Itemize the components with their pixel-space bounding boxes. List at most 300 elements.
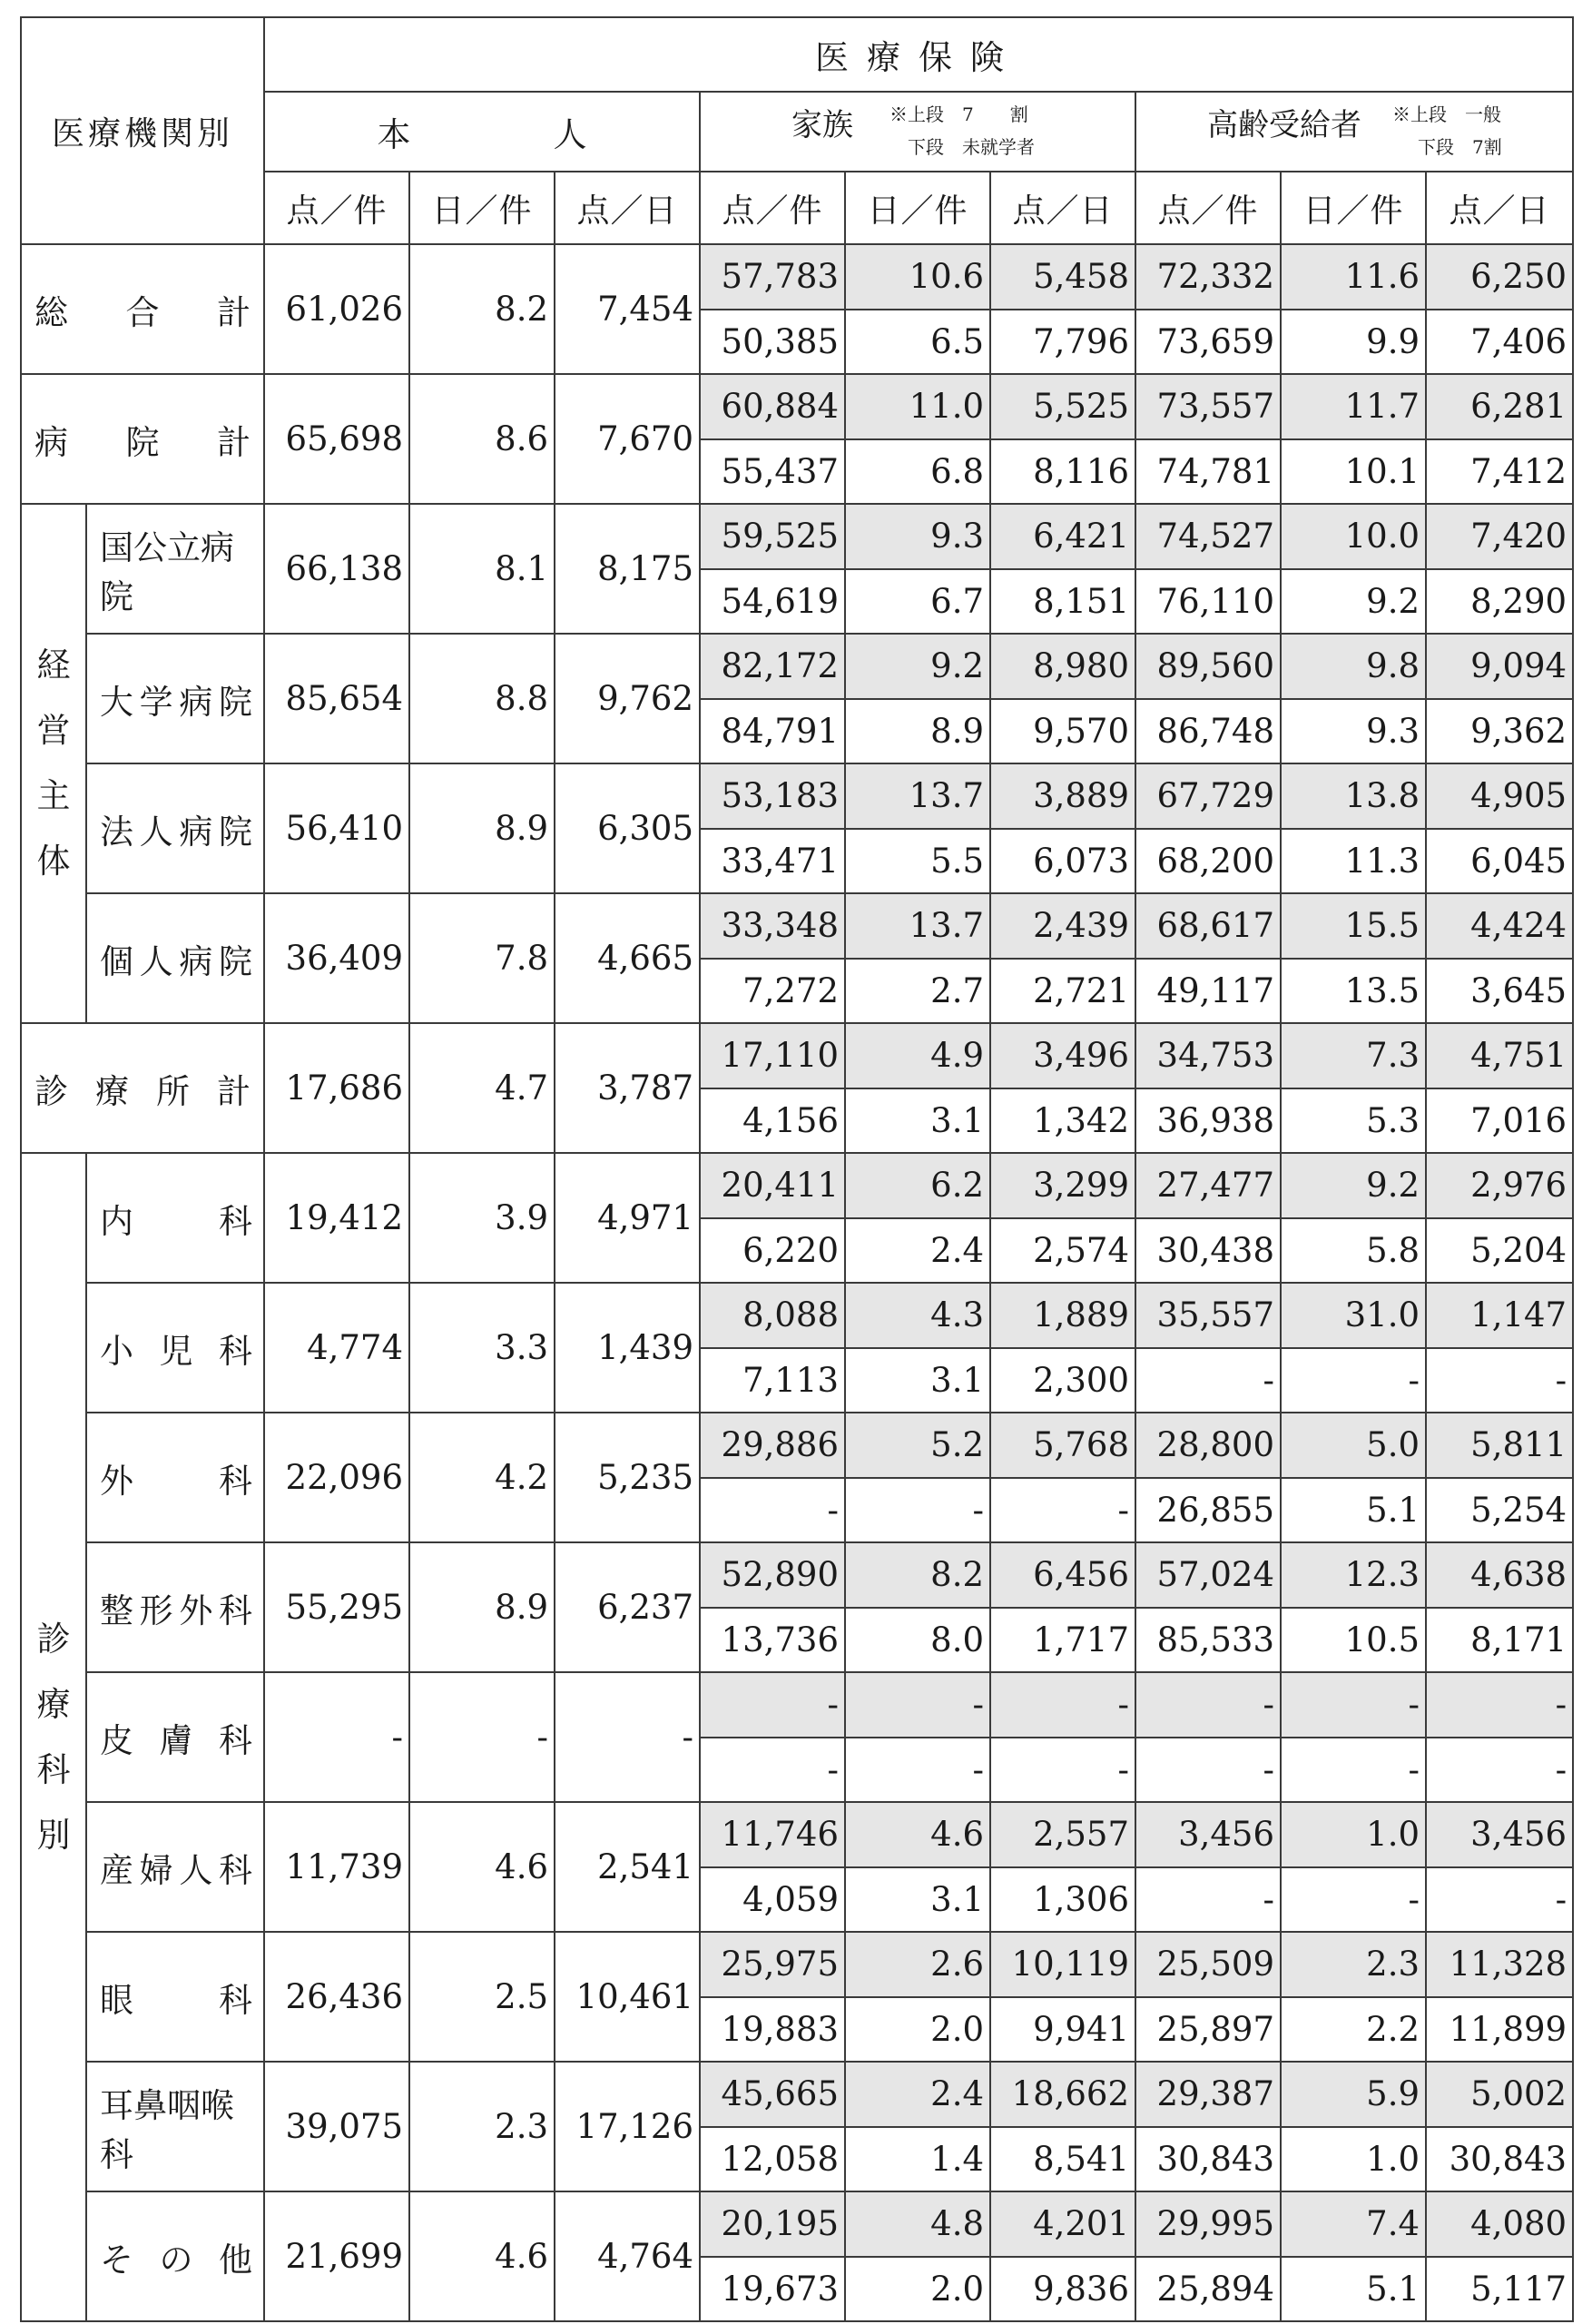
upper-value: 11,328 [1426,1932,1573,1997]
lower-value: 74,781 [1135,439,1281,505]
table-row [21,763,1573,829]
table-row [21,893,1573,959]
honnin-value: 1,439 [555,1283,700,1413]
honnin-value: 3,787 [555,1023,700,1153]
lower-value: 10.5 [1281,1608,1426,1673]
lower-value: - [1135,1867,1281,1933]
upper-value: 6,421 [990,504,1135,569]
upper-value: 3,456 [1135,1802,1281,1867]
table-row [21,1932,1573,1997]
group-kazoku-note-1: ※上段 7 割 [889,103,1028,125]
honnin-value: 8.9 [409,763,555,893]
lower-value: 25,894 [1135,2257,1281,2322]
upper-value: 4.6 [845,1802,990,1867]
upper-value: 20,411 [700,1153,845,1218]
row-label-char: 科 [219,1980,253,2020]
upper-value: - [990,1672,1135,1738]
lower-value: 6.5 [845,310,990,375]
row-label [86,1672,264,1802]
honnin-value: 56,410 [264,763,409,893]
row-label-char: 計 [217,1071,251,1111]
lower-value: 30,438 [1135,1218,1281,1284]
lower-value: 6,220 [700,1218,845,1284]
category-shinryo-char: 診 [36,1619,71,1659]
lower-value: 25,897 [1135,1997,1281,2063]
row-label-char: 科 [219,1331,252,1371]
unit-header: 日／件 [1281,172,1426,244]
category-shinryo-char: 療 [36,1684,71,1724]
honnin-value: - [409,1672,555,1802]
row-label-char: 児 [159,1331,193,1371]
row-label [86,2191,264,2321]
upper-value: 4,905 [1426,763,1573,829]
honnin-value: 2.3 [409,2062,555,2191]
lower-value: 7,412 [1426,439,1573,505]
honnin-value: 17,686 [264,1023,409,1153]
honnin-value: 7.8 [409,893,555,1023]
row-label-char: 大 [100,682,133,722]
upper-value: 10,119 [990,1932,1135,1997]
upper-value: 11.0 [845,374,990,439]
upper-value: 82,172 [700,634,845,699]
category-keiei [21,504,86,1023]
lower-value: 8,541 [990,2127,1135,2192]
lower-value: 33,471 [700,829,845,894]
lower-value: 7,272 [700,959,845,1024]
row-label [21,374,264,504]
lower-value: 8,290 [1426,569,1573,635]
upper-value: - [1426,1672,1573,1738]
lower-value: 6,045 [1426,829,1573,894]
group-koureisha-name: 高齢受給者 [1207,107,1362,143]
lower-value: 2,721 [990,959,1135,1024]
honnin-value: 55,295 [264,1542,409,1672]
honnin-value: 6,237 [555,1542,700,1672]
row-label-char: 院 [219,941,253,981]
upper-value: 13.8 [1281,763,1426,829]
row-label-char: 総 [34,292,68,332]
lower-value: 7,113 [700,1348,845,1413]
row-label [21,1023,264,1153]
upper-value: 11,746 [700,1802,845,1867]
honnin-value: 19,412 [264,1153,409,1283]
upper-value: 33,348 [700,893,845,959]
upper-value: 4,201 [990,2191,1135,2257]
row-label-char: 科 [219,1201,253,1241]
upper-value: 10.6 [845,244,990,310]
unit-header: 点／件 [264,172,409,244]
row-label-char: 院 [219,682,253,722]
lower-value: 55,437 [700,439,845,505]
upper-value: 12.3 [1281,1542,1426,1608]
upper-value: 4.3 [845,1283,990,1348]
lower-value: 11,899 [1426,1997,1573,2063]
row-label [86,2062,264,2191]
lower-value: 8,171 [1426,1608,1573,1673]
row-label-char: 個 [100,941,133,981]
lower-value: 2.7 [845,959,990,1024]
lower-value: 5,204 [1426,1218,1573,1284]
lower-value: - [1426,1348,1573,1413]
upper-value: 5,768 [990,1413,1135,1478]
lower-value: 1,342 [990,1088,1135,1154]
unit-header: 日／件 [845,172,990,244]
table-row [21,374,1573,439]
upper-value: 4,751 [1426,1023,1573,1088]
honnin-value: 4,971 [555,1153,700,1283]
lower-value: - [1135,1738,1281,1803]
unit-header: 点／件 [1135,172,1281,244]
group-kazoku-note-2: 下段 未就学者 [908,136,1036,158]
upper-value: 1,889 [990,1283,1135,1348]
upper-value: 13.7 [845,763,990,829]
upper-value: 20,195 [700,2191,845,2257]
lower-value: 30,843 [1135,2127,1281,2192]
corner-header: 医療機関別 [21,17,264,244]
row-label-char: 膚 [159,1720,193,1760]
lower-value: 7,016 [1426,1088,1573,1154]
upper-value: - [1135,1672,1281,1738]
lower-value: 76,110 [1135,569,1281,635]
group-koureisha [1135,92,1573,172]
honnin-value: 85,654 [264,634,409,763]
honnin-value: 4,774 [264,1283,409,1413]
row-label-char: 人 [179,1850,213,1890]
row-label [86,763,264,893]
upper-value: 5.2 [845,1413,990,1478]
row-label-char: 皮 [100,1720,133,1760]
row-label-char: 人 [139,812,173,852]
upper-value: 59,525 [700,504,845,569]
lower-value: 3.1 [845,1867,990,1933]
row-label-char: 院 [219,812,253,852]
table-row [21,1802,1573,1867]
upper-value: 53,183 [700,763,845,829]
row-label-char: 外 [179,1590,213,1630]
lower-value: 7,406 [1426,310,1573,375]
lower-value: 19,673 [700,2257,845,2322]
lower-value: 30,843 [1426,2127,1573,2192]
upper-value: 11.7 [1281,374,1426,439]
upper-value: 3,299 [990,1153,1135,1218]
upper-value: 13.7 [845,893,990,959]
lower-value: 8,151 [990,569,1135,635]
table-row [21,244,1573,310]
upper-value: 60,884 [700,374,845,439]
group-kazoku-name: 家族 [791,107,854,143]
upper-value: - [700,1672,845,1738]
group-kazoku [700,92,1135,172]
honnin-value: 7,454 [555,244,700,374]
row-label-char: 病 [179,941,213,981]
row-label-char: 整 [100,1590,133,1630]
row-label [86,634,264,763]
row-label-char: 形 [139,1590,173,1630]
lower-value: 5.1 [1281,1478,1426,1543]
lower-value: 5,117 [1426,2257,1573,2322]
lower-value: - [700,1738,845,1803]
category-keiei-char: 体 [36,842,71,881]
table-row [21,634,1573,699]
lower-value: - [1426,1738,1573,1803]
lower-value: 1,717 [990,1608,1135,1673]
upper-value: 2,976 [1426,1153,1573,1218]
upper-value: 57,024 [1135,1542,1281,1608]
table-row [21,2062,1573,2127]
upper-value: 5,525 [990,374,1135,439]
lower-value: 49,117 [1135,959,1281,1024]
row-label-char: 合 [125,292,160,332]
honnin-value: 4.2 [409,1413,555,1542]
row-label-char: そ [100,2240,133,2280]
upper-value: 6.2 [845,1153,990,1218]
unit-header: 点／日 [555,172,700,244]
lower-value: 9,362 [1426,699,1573,764]
table-row [21,1672,1573,1738]
lower-value: 36,938 [1135,1088,1281,1154]
lower-value: 5.8 [1281,1218,1426,1284]
upper-value: 9.2 [1281,1153,1426,1218]
category-shinryo-char: 別 [36,1815,71,1855]
lower-value: 86,748 [1135,699,1281,764]
upper-value: 4,080 [1426,2191,1573,2257]
upper-value: 72,332 [1135,244,1281,310]
table-row [21,1153,1573,1218]
lower-value: 9,941 [990,1997,1135,2063]
upper-value: 5.9 [1281,2062,1426,2127]
row-label [86,1283,264,1413]
lower-value: 8.9 [845,699,990,764]
row-label-char: 内 [100,1201,133,1241]
upper-value: 2.3 [1281,1932,1426,1997]
honnin-value: 6,305 [555,763,700,893]
row-label [86,1153,264,1283]
honnin-value: 9,762 [555,634,700,763]
row-label-char: 人 [139,941,173,981]
upper-value: 2.4 [845,2062,990,2127]
lower-value: - [1135,1348,1281,1413]
upper-value: 25,975 [700,1932,845,1997]
group-koureisha-note-2: 下段 7割 [1418,136,1502,158]
upper-value: 7.3 [1281,1023,1426,1088]
honnin-value: 39,075 [264,2062,409,2191]
row-label [86,1542,264,1672]
unit-header: 点／件 [700,172,845,244]
row-label-char: 法 [100,812,133,852]
upper-value: 25,509 [1135,1932,1281,1997]
upper-value: 1,147 [1426,1283,1573,1348]
lower-value: 10.1 [1281,439,1426,505]
lower-value: 3.1 [845,1348,990,1413]
lower-value: 9.2 [1281,569,1426,635]
upper-value: 4.8 [845,2191,990,2257]
row-label-char: 外 [100,1461,133,1501]
honnin-value: 22,096 [264,1413,409,1542]
lower-value: 2.2 [1281,1997,1426,2063]
row-label-char: 病 [179,682,213,722]
upper-value: 3,889 [990,763,1135,829]
lower-value: 6.7 [845,569,990,635]
upper-value: 10.0 [1281,504,1426,569]
row-label-char: 産 [100,1850,133,1890]
honnin-value: 3.3 [409,1283,555,1413]
lower-value: 9,570 [990,699,1135,764]
lower-value: - [990,1738,1135,1803]
honnin-value: 66,138 [264,504,409,634]
upper-value: 5,811 [1426,1413,1573,1478]
lower-value: 11.3 [1281,829,1426,894]
honnin-value: 4.6 [409,2191,555,2321]
lower-value: 8,116 [990,439,1135,505]
honnin-value: 10,461 [555,1932,700,2062]
unit-header: 点／日 [990,172,1135,244]
lower-value: 5,254 [1426,1478,1573,1543]
upper-value: 73,557 [1135,374,1281,439]
lower-value: 6.8 [845,439,990,505]
honnin-value: 21,699 [264,2191,409,2321]
lower-value: 2.0 [845,2257,990,2322]
honnin-value: 2.5 [409,1932,555,2062]
lower-value: 50,385 [700,310,845,375]
row-label-char: 国公立病院 [100,527,234,616]
upper-value: 5.0 [1281,1413,1426,1478]
upper-value: 7.4 [1281,2191,1426,2257]
table-row [21,504,1573,569]
upper-value: 8.2 [845,1542,990,1608]
lower-value: 8.0 [845,1608,990,1673]
category-shinryo-char: 科 [36,1749,71,1789]
lower-value: 5.5 [845,829,990,894]
upper-value: 9.2 [845,634,990,699]
upper-value: 28,800 [1135,1413,1281,1478]
row-label-char: 院 [125,422,160,462]
unit-header: 点／日 [1426,172,1573,244]
honnin-value: 8,175 [555,504,700,634]
upper-value: 68,617 [1135,893,1281,959]
lower-value: 4,059 [700,1867,845,1933]
row-label-char: 科 [219,1461,253,1501]
upper-value: 35,557 [1135,1283,1281,1348]
lower-value: - [1426,1867,1573,1933]
upper-value: 45,665 [700,2062,845,2127]
row-label-char: 科 [219,1590,253,1630]
lower-value: 68,200 [1135,829,1281,894]
lower-value: 1.4 [845,2127,990,2192]
honnin-value: 5,235 [555,1413,700,1542]
honnin-value: 8.8 [409,634,555,763]
upper-value: 9.3 [845,504,990,569]
honnin-value: 17,126 [555,2062,700,2191]
honnin-value: 4.7 [409,1023,555,1153]
upper-value: 67,729 [1135,763,1281,829]
lower-value: 7,796 [990,310,1135,375]
row-label-char: 診 [34,1071,68,1111]
honnin-value: 61,026 [264,244,409,374]
row-label-char: 病 [179,812,213,852]
upper-value: 89,560 [1135,634,1281,699]
row-label [86,893,264,1023]
lower-value: 26,855 [1135,1478,1281,1543]
honnin-value: 8.1 [409,504,555,634]
row-label-char: 小 [100,1331,133,1371]
upper-value: 2,439 [990,893,1135,959]
upper-value: 3,496 [990,1023,1135,1088]
lower-value: 84,791 [700,699,845,764]
lower-value: - [990,1478,1135,1543]
lower-value: 2,574 [990,1218,1135,1284]
table-row [21,2191,1573,2257]
category-keiei-char: 経 [36,645,71,684]
table-row [21,1283,1573,1348]
group-koureisha-note-1: ※上段 一般 [1392,103,1502,125]
upper-value: 18,662 [990,2062,1135,2127]
lower-value: 5.3 [1281,1088,1426,1154]
lower-value: - [1281,1867,1426,1933]
row-label-char: 計 [217,422,251,462]
upper-value: 31.0 [1281,1283,1426,1348]
row-label [86,1932,264,2062]
upper-value: 29,886 [700,1413,845,1478]
upper-value: 74,527 [1135,504,1281,569]
upper-value: 6,281 [1426,374,1573,439]
lower-value: 13,736 [700,1608,845,1673]
honnin-value: 4.6 [409,1802,555,1932]
upper-value: 11.6 [1281,244,1426,310]
honnin-value: 11,739 [264,1802,409,1932]
honnin-value: - [264,1672,409,1802]
lower-value: 54,619 [700,569,845,635]
lower-value: - [845,1478,990,1543]
upper-value: 15.5 [1281,893,1426,959]
row-label-char: の [159,2240,193,2280]
lower-value: 9.9 [1281,310,1426,375]
lower-value: 6,073 [990,829,1135,894]
honnin-value: 65,698 [264,374,409,504]
row-label-char: 眼 [100,1980,133,2020]
upper-value: 4,638 [1426,1542,1573,1608]
honnin-value: 26,436 [264,1932,409,2062]
upper-value: 8,980 [990,634,1135,699]
row-label [86,1802,264,1932]
upper-value: 6,456 [990,1542,1135,1608]
lower-value: - [700,1478,845,1543]
lower-value: 9,836 [990,2257,1135,2322]
upper-value: - [845,1672,990,1738]
lower-value: - [845,1738,990,1803]
upper-value: 2.6 [845,1932,990,1997]
upper-value: 3,456 [1426,1802,1573,1867]
row-label-char: 科 [219,1720,252,1760]
upper-value: 27,477 [1135,1153,1281,1218]
lower-value: 19,883 [700,1997,845,2063]
upper-value: 29,387 [1135,2062,1281,2127]
row-label [86,504,264,634]
lower-value: 12,058 [700,2127,845,2192]
category-keiei-char: 営 [36,711,71,750]
lower-value: - [1281,1348,1426,1413]
lower-value: 5.1 [1281,2257,1426,2322]
row-label-char: 耳鼻咽喉科 [100,2085,234,2174]
lower-value: 4,156 [700,1088,845,1154]
medical-insurance-table [20,16,1574,2322]
row-label [21,244,264,374]
lower-value: - [1281,1738,1426,1803]
honnin-value: 8.6 [409,374,555,504]
row-label-char: 計 [217,292,251,332]
upper-value: 4.9 [845,1023,990,1088]
row-label-char: 学 [139,682,173,722]
upper-value: 2,557 [990,1802,1135,1867]
